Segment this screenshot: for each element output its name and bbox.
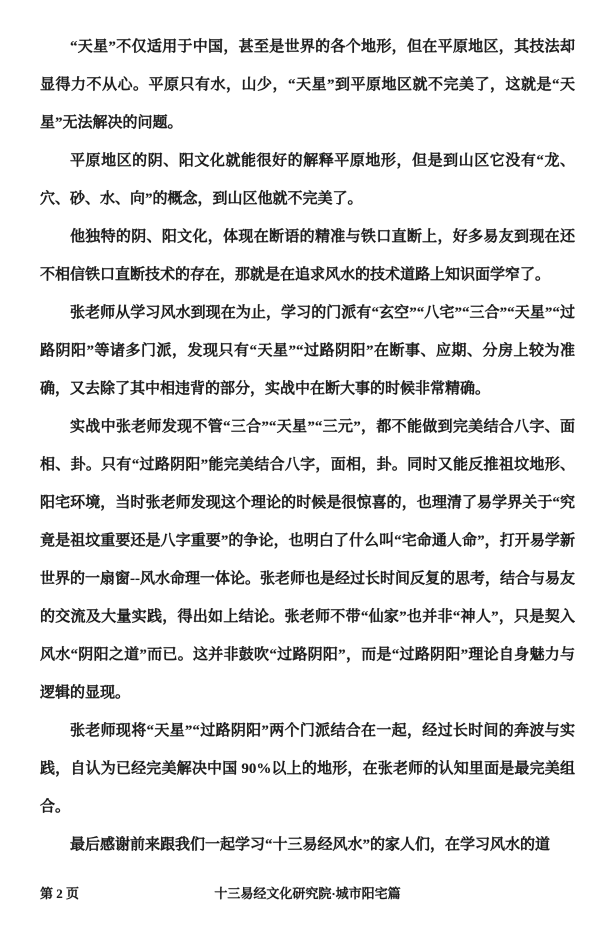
paragraph-2: 平原地区的阴、阳文化就能很好的解释平原地形，但是到山区它没有“龙、穴、砂、水、向”的概念，到山区他就不完美了。 [40,153,575,207]
document-body [40,28,575,864]
page-number: 第 2 页 [40,886,80,901]
paragraph-7: 最后感谢前来跟我们一起学习“十三易经风水”的家人们，在学习风水的道 [70,837,551,853]
paragraph-4: 张老师从学习风水到现在为止，学习的门派有“玄空”“八宅”“三合”“天星”“过路阴阳”等诸多门派，发现只有“天星”“过路阴阳”在断事、应期、分房上较为准确，又去除了其中相违背的部分，实战中在断大事的时候非常精确。 [40,305,575,397]
paragraph-6: 张老师现将“天星”“过路阴阳”两个门派结合在一起，经过长时间的奔波与实践，自认为已经完美解决中国 90%以上的地形，在张老师的认知里面是最完美组合。 [40,723,575,815]
footer-title: 十三易经文化研究院·城市阳宅篇 [214,886,401,901]
paragraph-3: 他独特的阴、阳文化，体现在断语的精准与铁口直断上，好多易友到现在还不相信铁口直断技术的存在，那就是在追求风水的技术道路上知识面学窄了。 [40,229,575,283]
paragraph-1: “天星”不仅适用于中国，甚至是世界的各个地形，但在平原地区，其技法却显得力不从心。平原只有水，山少，“天星”到平原地区就不完美了，这就是“天星”无法解决的问题。 [40,39,575,131]
paragraph-5: 实战中张老师发现不管“三合”“天星”“三元”，都不能做到完美结合八字、面相、卦。只有“过路阴阳”能完美结合八字，面相，卦。同时又能反推祖坟地形、阳宅环境，当时张老师发现这个理论的时候是很惊喜的，也理清了易学界关于“究竟是祖坟重要还是八字重要”的争论，也明白了什么叫“宅命通人命”，打开易学新世界的一扇窗--风水命理一体论。张老师也是经过长时间反复的思考，结合与易友的交流及大量实践，得出如上结论。张老师不带“仙家”也并非“神人”，只是契入风水“阴阳之道”而已。这并非鼓吹“过路阴阳”，而是“过路阴阳”理论自身魅力与逻辑的显现。 [40,419,575,701]
page-footer [40,884,575,904]
